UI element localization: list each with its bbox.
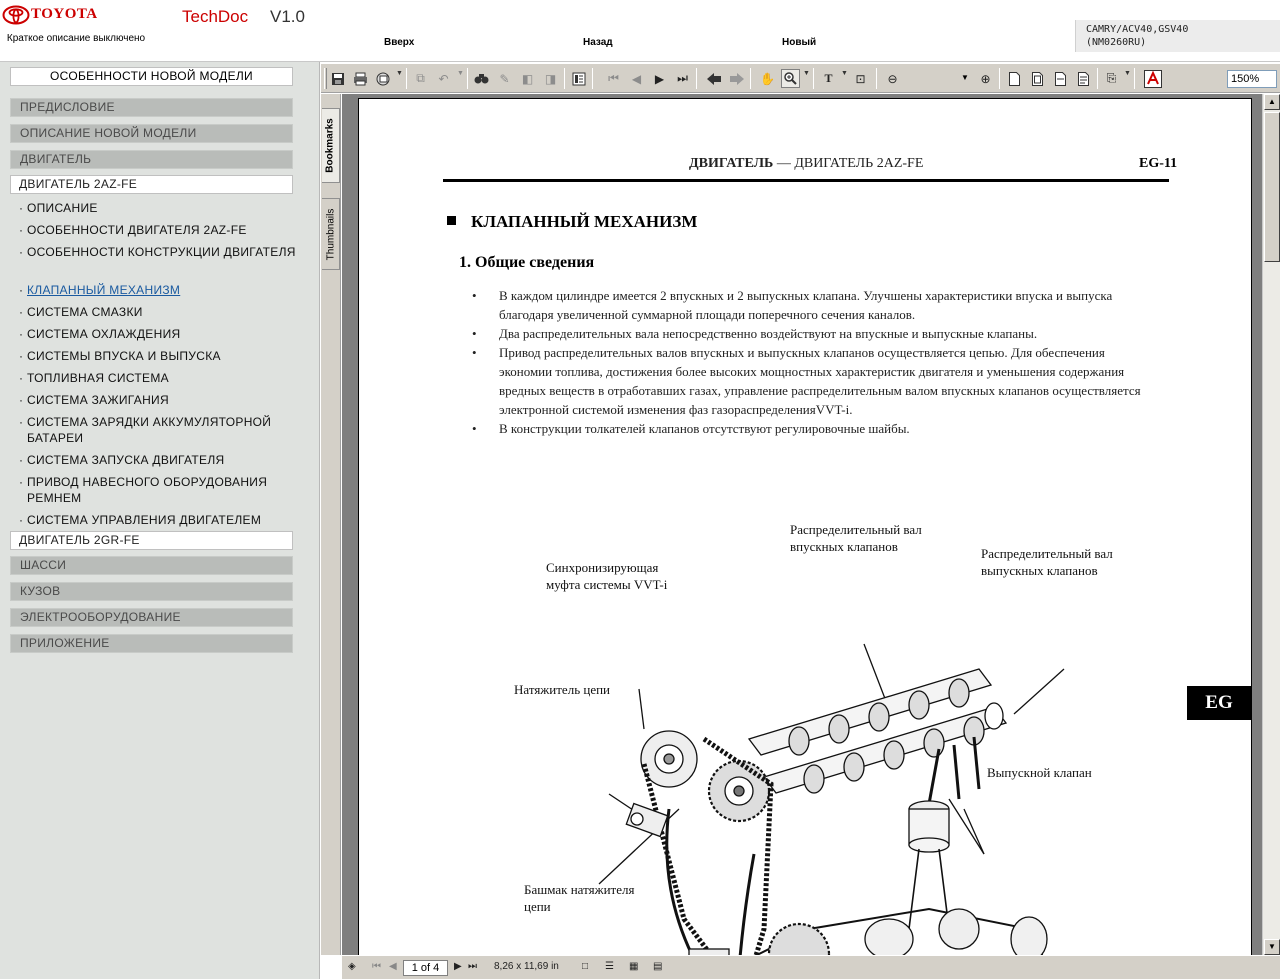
sidebar-section-new-model[interactable]: ОПИСАНИЕ НОВОЙ МОДЕЛИ [10, 124, 293, 143]
label-chain-tensioner: Натяжитель цепи [514, 682, 611, 697]
continuous-facing-icon[interactable]: ▤ [653, 961, 663, 972]
list-item: • В конструкции толкателей клапанов отсутствуют регулировочные шайбы. [469, 419, 1159, 438]
toolbar-separator [696, 68, 697, 89]
toolbar-separator [750, 68, 751, 89]
scroll-up-icon[interactable]: ▲ [1264, 94, 1280, 110]
section-title: КЛАПАННЫЙ МЕХАНИЗМ [447, 212, 697, 232]
search-pen-icon[interactable]: ✎ [499, 71, 510, 86]
pdf-status-bar [342, 955, 1280, 979]
next-page-icon[interactable]: ▶ [654, 71, 665, 86]
document-view[interactable] [342, 94, 1262, 955]
nav-new-link[interactable]: Новый [782, 37, 817, 48]
subsection-title: 1. Общие сведения [459, 254, 595, 271]
chevron-down-icon[interactable]: ▼ [396, 70, 403, 77]
zoom-out-icon[interactable]: ⊖ [887, 71, 898, 86]
chevron-down-icon[interactable]: ▼ [961, 73, 969, 82]
zoom-level-input[interactable] [1227, 70, 1277, 88]
toolbar-separator [999, 68, 1000, 89]
pdf-page [358, 98, 1252, 955]
sidebar-section-electrical[interactable]: ЭЛЕКТРООБОРУДОВАНИЕ [10, 608, 293, 627]
extract-pages-icon[interactable]: ◨ [544, 71, 557, 86]
sidebar-new-model-features[interactable]: ОСОБЕННОСТИ НОВОЙ МОДЕЛИ [10, 67, 293, 86]
nav-back-link[interactable]: Назад [583, 37, 613, 48]
adobe-acrobat-icon[interactable] [1143, 69, 1162, 88]
save-icon[interactable] [328, 69, 347, 88]
bullet-list [469, 286, 1159, 438]
sidebar-item-design-features[interactable]: · ОСОБЕННОСТИ КОНСТРУКЦИИ ДВИГАТЕЛЯ [19, 245, 296, 259]
sidebar-section-chassis[interactable]: ШАССИ [10, 556, 293, 575]
last-page-icon[interactable]: ⏭ [677, 71, 688, 85]
header-rule [443, 179, 1169, 182]
toolbar-separator [406, 68, 407, 89]
list-item: • Два распределительных вала непосредственно воздействуют на впускные и выпускные клапаны. [469, 324, 1159, 343]
first-page-icon[interactable]: ⏮ [608, 71, 619, 85]
bookmarks-panel-icon[interactable] [569, 69, 588, 88]
toolbar-separator [1097, 68, 1098, 89]
sidebar-item-starting[interactable]: · СИСТЕМА ЗАПУСКА ДВИГАТЕЛЯ [19, 453, 225, 467]
chevron-down-icon[interactable]: ▼ [1124, 70, 1131, 77]
tab-bookmarks[interactable]: Bookmarks [322, 108, 340, 183]
sidebar-item-lubrication[interactable]: · СИСТЕМА СМАЗКИ [19, 305, 143, 319]
app-version: V1.0 [270, 7, 305, 26]
sidebar-item-engine-control[interactable]: · СИСТЕМА УПРАВЛЕНИЯ ДВИГАТЕЛЕМ [19, 513, 262, 527]
chevron-down-icon[interactable]: ▼ [457, 70, 464, 77]
find-icon[interactable] [472, 69, 491, 88]
previous-page-icon[interactable]: ◀ [631, 71, 642, 86]
scroll-down-icon[interactable]: ▼ [1264, 939, 1280, 955]
scrollbar-thumb[interactable] [1264, 112, 1280, 262]
chevron-down-icon[interactable]: ▼ [803, 70, 810, 77]
toyota-logo [2, 5, 112, 29]
nav-up-link[interactable]: Вверх [384, 37, 415, 48]
toolbar-separator [564, 68, 565, 89]
next-page-icon[interactable]: ▶ [454, 961, 462, 972]
undo-icon[interactable]: ↶ [438, 71, 449, 86]
actual-size-icon[interactable] [1005, 69, 1024, 88]
previous-page-icon[interactable]: ◀ [389, 961, 397, 972]
navigation-sidebar [0, 62, 320, 979]
copy-icon[interactable]: ⧉ [416, 71, 425, 85]
toyota-emblem-icon [2, 5, 30, 25]
toolbar-separator [592, 68, 593, 89]
vertical-scrollbar[interactable] [1262, 94, 1280, 955]
zoom-tool-icon[interactable] [781, 69, 800, 88]
sidebar-item-belt-drive[interactable]: · ПРИВОД НАВЕСНОГО ОБОРУДОВАНИЯ РЕМНЕМ [19, 475, 268, 505]
facing-icon[interactable]: ▦ [629, 961, 639, 972]
tab-thumbnails[interactable]: Thumbnails [322, 198, 340, 270]
sidebar-engine-2az[interactable]: ДВИГАТЕЛЬ 2AZ-FE [10, 175, 293, 194]
page-size-readout: 8,26 x 11,69 in [494, 961, 559, 972]
brand-wordmark: TOYOTA [31, 6, 98, 22]
text-select-icon[interactable]: T [824, 71, 833, 85]
summary-status-note: Краткое описание выключено [6, 33, 146, 44]
page-number: EG-11 [1139, 156, 1178, 171]
toolbar-separator [467, 68, 468, 89]
list-item: • В каждом цилиндре имеется 2 впускных и 2 выпускных клапана. Улучшены характеристики впуска и выпуска благодаря увеличенной суммарной площади поперечного сечения каналов. [469, 286, 1159, 324]
zoom-in-icon[interactable]: ⊕ [980, 71, 991, 86]
model-info-box [1075, 20, 1280, 52]
sidebar-item-valve-mechanism[interactable]: · КЛАПАННЫЙ МЕХАНИЗМ [19, 283, 181, 297]
label-exhaust-camshaft: Распределительный вал выпускных клапанов [981, 546, 1113, 578]
snapshot-icon[interactable]: ⊡ [855, 71, 866, 86]
label-intake-camshaft: Распределительный вал впускных клапанов [790, 522, 922, 554]
fit-page-icon[interactable] [1028, 69, 1047, 88]
section-tab-eg: EG [1187, 686, 1251, 720]
reflow-icon[interactable] [1074, 69, 1093, 88]
sidebar-section-body[interactable]: КУЗОВ [10, 582, 293, 601]
hand-tool-icon[interactable]: ✋ [760, 71, 775, 86]
sidebar-item-cooling[interactable]: · СИСТЕМА ОХЛАЖДЕНИЯ [19, 327, 181, 341]
panel-toggle-icon[interactable]: ◈ [348, 961, 356, 972]
sidebar-item-charging[interactable]: · СИСТЕМА ЗАРЯДКИ АККУМУЛЯТОРНОЙ БАТАРЕИ [19, 415, 272, 445]
sidebar-engine-2gr[interactable]: ДВИГАТЕЛЬ 2GR-FE [10, 531, 293, 550]
continuous-icon[interactable]: ☰ [605, 961, 614, 972]
label-exhaust-valve: Выпускной клапан [987, 765, 1092, 780]
model-code: CAMRY/ACV40,GSV40 [1086, 24, 1189, 35]
label-tensioner-slipper: Башмак натяжителя цепи [524, 882, 635, 914]
list-item: • Привод распределительных валов впускных и выпускных клапанов осуществляется цепью. Для обеспечения экономии топлива, достижения более высоких мощностных характеристик двигателя и уменьшения содержания вредных веществ в отработавших газах, управление распределительным валом впускных клапанов осуществляется электронной системой изменения фаз газораспределенияVVT-i. [469, 343, 1159, 419]
manual-code: (NM0260RU) [1086, 37, 1147, 48]
page-running-header: ДВИГАТЕЛЬ — ДВИГАТЕЛЬ 2AZ-FE [689, 156, 924, 171]
sidebar-section-appendix[interactable]: ПРИЛОЖЕНИЕ [10, 634, 293, 653]
label-vvt-controller: Синхронизирующая муфта системы VVT-i [546, 560, 668, 592]
compare-pages-icon[interactable]: ◧ [521, 71, 534, 86]
go-forward-icon[interactable] [727, 69, 746, 88]
single-page-icon[interactable]: □ [582, 961, 589, 972]
sidebar-item-description[interactable]: · ОПИСАНИЕ [19, 201, 98, 215]
app-title: TechDoc [182, 7, 249, 26]
sidebar-item-ignition[interactable]: · СИСТЕМА ЗАЖИГАНИЯ [19, 393, 169, 407]
valve-mechanism-diagram [509, 509, 1139, 955]
toolbar-separator [876, 68, 877, 89]
rotate-view-icon[interactable]: ⎘ [1106, 71, 1117, 85]
sidebar-item-2az-features[interactable]: · ОСОБЕННОСТИ ДВИГАТЕЛЯ 2AZ-FE [19, 223, 247, 237]
print-icon[interactable] [351, 69, 370, 88]
navigation-tab-strip [321, 94, 341, 955]
square-bullet-icon [447, 216, 456, 225]
sidebar-section-engine[interactable]: ДВИГАТЕЛЬ [10, 150, 293, 169]
first-page-icon[interactable]: ⏮ [372, 961, 381, 972]
toolbar-grip[interactable] [324, 68, 327, 89]
sidebar-section-foreword[interactable]: ПРЕДИСЛОВИЕ [10, 98, 293, 117]
email-icon[interactable] [374, 69, 393, 88]
sidebar-item-intake-exhaust[interactable]: · СИСТЕМЫ ВПУСКА И ВЫПУСКА [19, 349, 221, 363]
chevron-down-icon[interactable]: ▼ [841, 70, 848, 77]
last-page-icon[interactable]: ⏭ [468, 961, 477, 972]
page-number-field[interactable]: 1 of 4 [403, 960, 448, 976]
go-back-icon[interactable] [704, 69, 723, 88]
pdf-toolbar [321, 64, 1280, 93]
sidebar-item-fuel[interactable]: · ТОПЛИВНАЯ СИСТЕМА [19, 371, 169, 385]
toolbar-separator [813, 68, 814, 89]
app-header [0, 0, 1280, 62]
toolbar-separator [1134, 68, 1135, 89]
fit-width-icon[interactable] [1051, 69, 1070, 88]
